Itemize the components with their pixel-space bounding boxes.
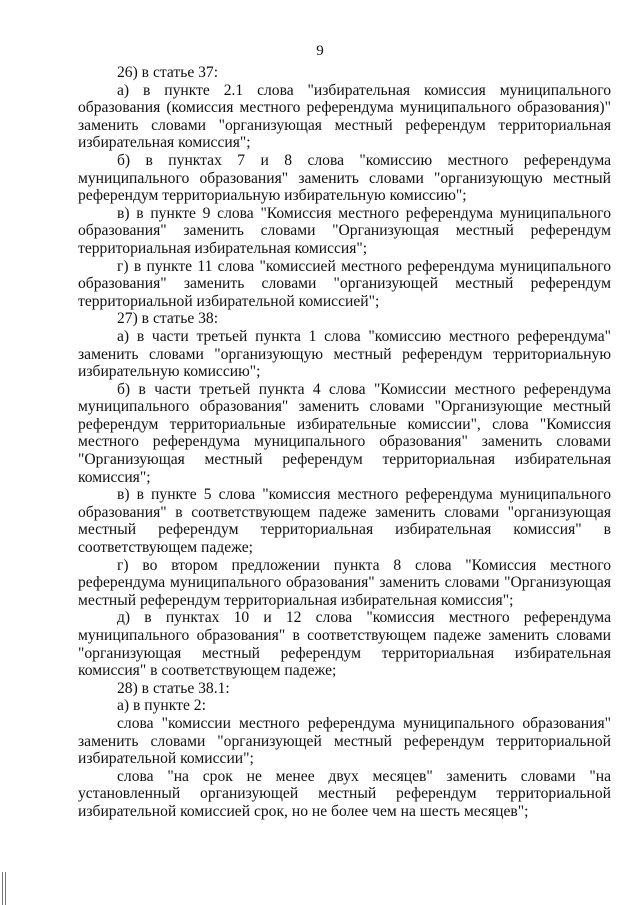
paragraph: 28) в статье 38.1:	[117, 679, 230, 697]
paragraph: а) в пункте 2.1 слова "избирательная комиссия муниципального образования (комиссия местного референдума муниципального образования)" заменить словами "организующая местный референдум территориальная избирательная комиссия";	[78, 81, 611, 152]
paragraph: 27) в статье 38:	[117, 310, 219, 328]
page-number: 9	[316, 43, 324, 59]
paragraph: слова "на срок не менее двух месяцев" заменить словами "на установленный организующей местный референдум территориальной избирательной комиссией срок, но не более чем на шесть месяцев";	[78, 767, 611, 820]
paragraph: а) в части третьей пункта 1 слова "комиссию местного референдума" заменить словами "организующую местный референдум территориальную избирательную комиссию";	[78, 327, 611, 381]
scan-edge-marks	[2, 872, 7, 905]
paragraph: б) в пунктах 7 и 8 слова "комиссию местного референдума муниципального образования" заменить словами "организующую местный референдум территориальную избирательную комиссию";	[78, 151, 611, 205]
paragraph: г) в пункте 11 слова "комиссией местного референдума муниципального образования" заменить словами "организующей местный референдум территориальной избирательной комиссией";	[78, 257, 611, 310]
paragraph: в) в пункте 5 слова "комиссия местного референдума муниципального образования" в соответствующем падеже заменить словами "организующая местный референдум территориальная избирательная комиссия" в соответствующем падеже;	[78, 486, 611, 557]
paragraph: слова "комиссии местного референдума муниципального образования" заменить словами "организующей местный референдум территориальной избирательной комиссии";	[78, 714, 611, 768]
paragraph: в) в пункте 9 слова "Комиссия местного референдума муниципального образования" заменить словами "Организующая местный референдум территориальная избирательная комиссия";	[78, 204, 611, 257]
paragraph: б) в части третьей пункта 4 слова "Комиссии местного референдума муниципального образования" заменить словами "Организующие местный референдум территориальные избирательные комиссии", слова "Комиссия местного референдума муниципального образования" заменить словами "Организующая местный референдум территориальная избирательная комиссия";	[78, 380, 611, 486]
paragraph: д) в пунктах 10 и 12 слова "комиссия местного референдума муниципального образования" в соответствующем падеже заменить словами "организующая местный референдум территориальная избирательная комиссия" в соответствующем падеже;	[78, 609, 611, 680]
paragraph: а) в пункте 2:	[117, 697, 206, 715]
paragraph: 26) в статье 37:	[117, 64, 219, 81]
paragraph: г) во втором предложении пункта 8 слова "Комиссия местного референдума муниципального образования" заменить словами "Организующая местный референдум территориальная избирательная комиссия";	[78, 556, 611, 609]
document-body	[78, 64, 611, 821]
